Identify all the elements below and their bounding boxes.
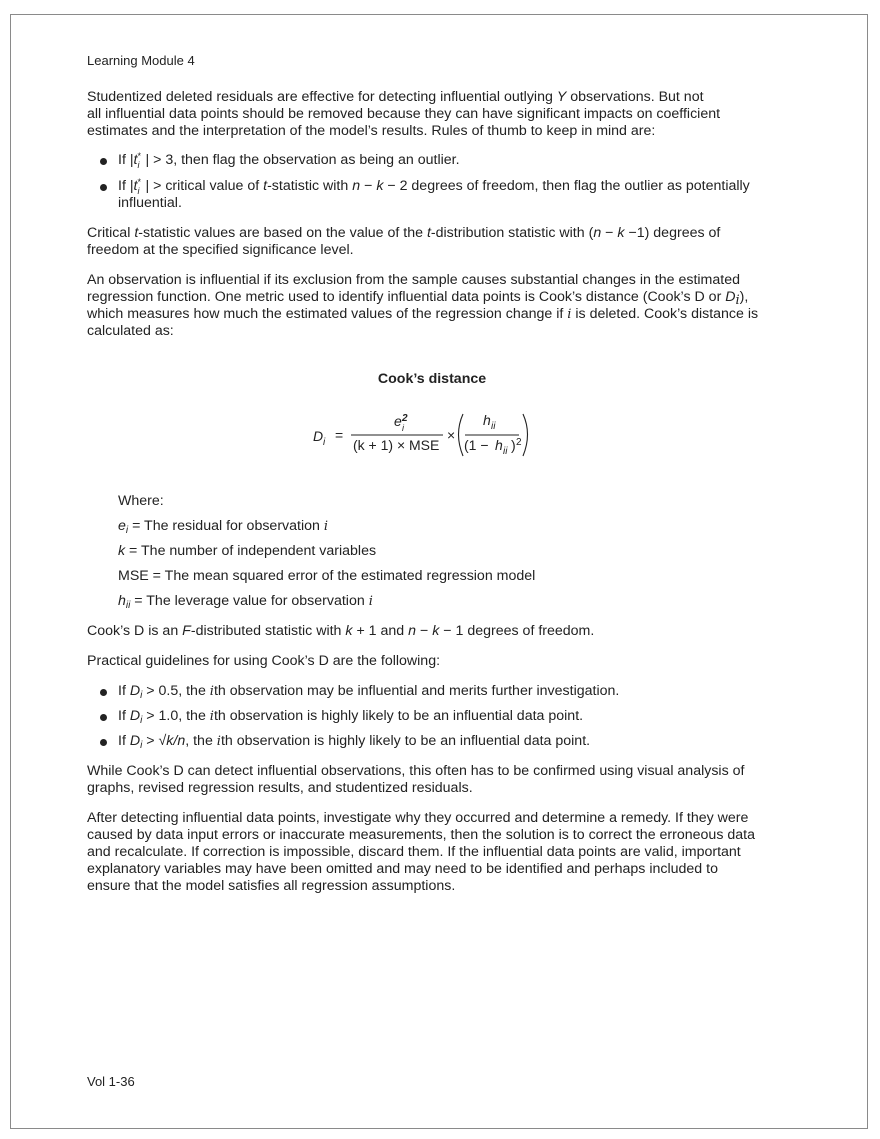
f-distribution-paragraph: Cook’s D is an F-distributed statistic with k + 1 and n − k − 1 degrees of freedom. — [87, 623, 595, 639]
formula-graphic — [313, 410, 613, 462]
outlier-rules-list — [87, 152, 777, 212]
list-item: If |t * i | > critical value of t-statistic with n − k − 2 degrees of freedom, then flag the outlier as potentially influential. — [87, 178, 777, 212]
formula-numerator-sub: i — [402, 423, 404, 433]
list-item: If $D_i > 0.5$, the ith observation may be influential and merits further investigation. — [87, 683, 777, 700]
cooks-distance-formula — [313, 410, 613, 460]
formula-equals: = — [335, 427, 344, 443]
leverage-denominator-sup: 2 — [516, 437, 522, 448]
influential-paragraph: An observation is influential if its exclusion from the sample causes substantial changes in the estimated regression function. One metric used to identify influential data points is Cook’s distance (Cook’s D or $D_i$), which measures how much the estimated values of the regression change if i is deleted. Cook’s distance is calculated as: — [87, 272, 759, 339]
leverage-denominator-h: h — [495, 437, 503, 453]
formula-lhs-sub: i — [323, 437, 326, 448]
guidelines-intro: Practical guidelines for using Cook’s D are the following: — [87, 653, 441, 669]
critical-values-paragraph: Critical t-statistic values are based on the value of the t-distribution statistic with (n − k −1) degrees of freedom at the specified significance level. — [87, 225, 721, 258]
intro-paragraph: Studentized deleted residuals are effective for detecting influential outlying Y observations. But not all influential data points should be removed because they can have significant impacts on coefficient estimates and the interpretation of the model’s results. Rules of thumb to keep in mind are: — [87, 89, 721, 139]
leverage-numerator-sub: ii — [491, 421, 496, 432]
formula-denominator: (k + 1) × MSE — [353, 437, 440, 453]
where-residual: $e_i$ = The residual for observation i — [118, 518, 329, 536]
leverage-denominator-a: (1 − — [464, 437, 489, 453]
where-leverage: $h_{ii}$ = The leverage value for observation i — [118, 593, 373, 611]
list-item: If $D_i > √k/n$, the ith observation is highly likely to be an influential data point. — [87, 733, 777, 750]
formula-numerator-sup: 2 — [402, 413, 408, 424]
list-item: If $D_i > 1.0$, the ith observation is highly likely to be an influential data point. — [87, 708, 777, 725]
where-k: k = The number of independent variables — [118, 543, 377, 559]
left-paren — [459, 414, 464, 456]
page-number: Vol 1-36 — [87, 1074, 135, 1089]
leverage-denominator-sub: ii — [503, 446, 508, 457]
right-paren — [523, 414, 528, 456]
leverage-denominator-b: ) — [511, 437, 516, 453]
formula-heading: Cook’s distance — [377, 371, 487, 387]
formula-times: × — [447, 427, 456, 443]
formula-numerator-e: e — [394, 413, 402, 429]
where-mse: MSE = The mean squared error of the estimated regression model — [118, 568, 536, 584]
module-header: Learning Module 4 — [87, 53, 195, 68]
guidelines-list — [87, 683, 777, 750]
where-label: Where: — [118, 493, 164, 509]
list-item: If |t * i | > 3, then flag the observation as being an outlier. — [87, 152, 777, 169]
remedy-paragraph: After detecting influential data points, investigate why they occurred and determine a remedy. If they were caused by data input errors or inaccurate measurements, then the solution is to correct the erroneous data and recalculate. If correction is impossible, discard them. If the influential data points are valid, important explanatory variables may have been omitted and may need to be identified and perhaps included to ensure that the model satisfies all regression assumptions. — [87, 810, 755, 894]
formula-lhs-d: D — [313, 428, 324, 444]
confirmation-paragraph: While Cook’s D can detect influential observations, this often has to be confirmed using visual analysis of graphs, revised regression results, and studentized residuals. — [87, 763, 745, 796]
leverage-numerator: h — [483, 412, 491, 428]
